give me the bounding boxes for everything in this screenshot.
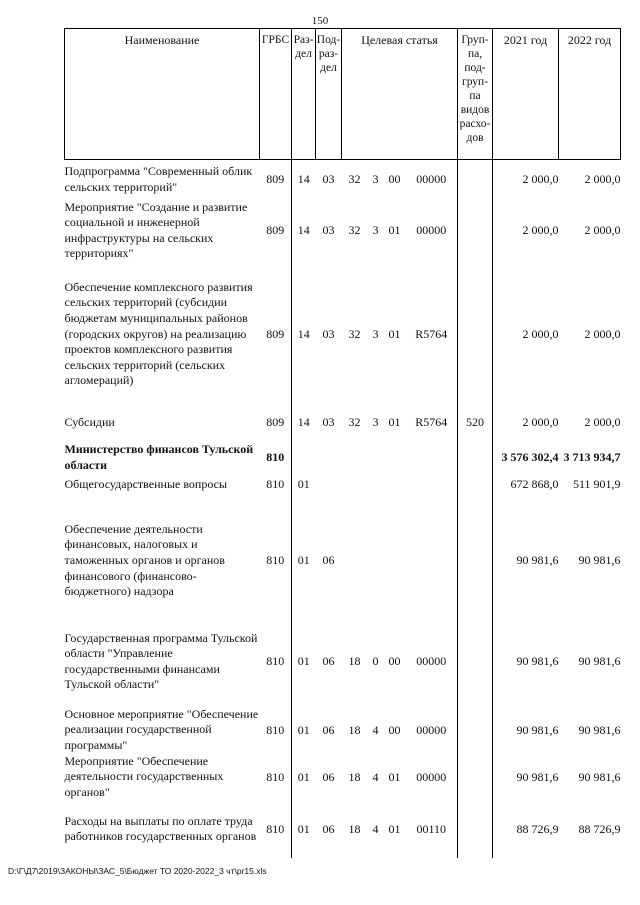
cell-v2021: 2 000,0 (493, 407, 559, 439)
cell-cs2 (368, 505, 384, 617)
cell-grbs: 810 (266, 769, 285, 784)
cell-name: Расходы на выплаты по оплате труда работников государственных органов (64, 813, 257, 844)
cell-v2021: 90 981,6 (493, 754, 559, 801)
cell-v2022: 3 713 934,7 (563, 450, 621, 465)
cell-grbs: 810 (266, 476, 285, 491)
cell-cs2: 3 (372, 326, 379, 341)
cell-rz: 14 (292, 262, 316, 407)
cell-cs4: 00000 (416, 654, 447, 669)
cell-grbs: 809 (266, 223, 285, 238)
cell-cs1 (342, 505, 368, 617)
table-row (65, 477, 621, 505)
cell-name: Общегосударственные вопросы (64, 476, 228, 491)
cell-v2021: 672 868,0 (493, 477, 559, 505)
header-razdel: Раз-дел (292, 29, 316, 160)
cell-v2021: 2 000,0 (493, 262, 559, 407)
cell-cs1: 32 (348, 326, 361, 341)
cell-vr (458, 160, 493, 200)
cell-cs1 (342, 439, 368, 477)
cell-name: Мероприятие "Обеспечение деятельности государственных органов" (64, 753, 224, 799)
cell-cs3: 01 (388, 821, 401, 836)
cell-cs4: 00000 (416, 769, 447, 784)
cell-v2022: 88 726,9 (578, 821, 621, 836)
cell-pr (316, 477, 342, 505)
table-row (65, 617, 621, 707)
cell-rz: 01 (292, 477, 316, 505)
table-row (65, 200, 621, 262)
cell-vr (458, 439, 493, 477)
cell-v2022: 90 981,6 (578, 722, 621, 737)
header-2021: 2021 год (493, 29, 559, 160)
cell-grbs: 809 (266, 415, 285, 430)
cell-rz: 01 (292, 707, 316, 754)
cell-vr (458, 617, 493, 707)
cell-cs4: 00110 (416, 821, 447, 836)
header-group: Груп-па, под-груп-па видов расхо-дов (458, 29, 493, 160)
table-row (65, 754, 621, 801)
cell-grbs: 809 (266, 326, 285, 341)
cell-pr (316, 439, 342, 477)
cell-cs4 (406, 439, 458, 477)
cell-pr: 06 (322, 654, 335, 669)
cell-cs4 (406, 505, 458, 617)
cell-cs3 (384, 505, 406, 617)
cell-cs2 (368, 439, 384, 477)
header-target: Целевая статья (342, 29, 458, 160)
cell-cs1: 18 (348, 821, 361, 836)
file-path-footer: D:\Г\Д7\2019\ЗАКОНЫ\ЗАС_5\Бюджет ТО 2020-2022_3 чт\pr15.xls (8, 866, 267, 876)
cell-pr: 06 (322, 553, 335, 568)
cell-cs2: 3 (372, 172, 379, 187)
cell-vr (458, 505, 493, 617)
cell-v2021: 3 576 302,4 (493, 439, 559, 477)
cell-pr: 06 (322, 821, 335, 836)
cell-cs3: 00 (388, 654, 401, 669)
cell-cs1 (342, 477, 368, 505)
table-row (65, 262, 621, 407)
cell-v2022: 90 981,6 (578, 654, 621, 669)
cell-cs3: 01 (388, 769, 401, 784)
cell-grbs: 810 (266, 722, 285, 737)
table-row (65, 800, 621, 858)
cell-cs4 (406, 477, 458, 505)
cell-name: Обеспечение комплексного развития сельских территорий (субсидии бюджетам муниципальных районов (городских округов) на реализацию проектов комплексного развития сельских территорий (сельских агломераций) (64, 279, 253, 388)
cell-pr: 03 (322, 223, 335, 238)
cell-rz: 14 (292, 407, 316, 439)
cell-cs4: 00000 (416, 223, 447, 238)
cell-vr (458, 200, 493, 262)
cell-rz: 01 (292, 617, 316, 707)
cell-v2021: 2 000,0 (493, 160, 559, 200)
cell-grbs: 810 (266, 654, 285, 669)
cell-name: Мероприятие "Создание и развитие социальной и инженерной инфраструктуры на сельских территориях" (64, 199, 248, 261)
cell-cs3: 00 (388, 172, 401, 187)
cell-cs1: 32 (348, 223, 361, 238)
cell-cs4: R5764 (415, 326, 448, 341)
cell-pr: 06 (322, 769, 335, 784)
cell-vr (458, 477, 493, 505)
cell-vr (458, 707, 493, 754)
cell-rz: 01 (292, 754, 316, 801)
cell-pr: 03 (322, 326, 335, 341)
cell-cs2: 3 (372, 415, 379, 430)
cell-cs2: 4 (372, 722, 379, 737)
cell-cs2: 3 (372, 223, 379, 238)
cell-grbs: 810 (266, 553, 285, 568)
cell-cs3: 01 (388, 326, 401, 341)
cell-cs4: 00000 (416, 722, 447, 737)
cell-cs4: 00000 (416, 172, 447, 187)
cell-v2022: 2 000,0 (584, 415, 621, 430)
header-podrazdel: Под-раз-дел (316, 29, 342, 160)
table-body (65, 160, 621, 859)
cell-cs1: 32 (348, 172, 361, 187)
cell-vr (458, 262, 493, 407)
table-row (65, 439, 621, 477)
cell-name: Государственная программа Тульской области "Управление государственными финансами Тульской области" (64, 630, 258, 692)
cell-cs1: 18 (348, 654, 361, 669)
cell-grbs: 809 (266, 172, 285, 187)
cell-v2021: 2 000,0 (493, 200, 559, 262)
cell-name: Основное мероприятие "Обеспечение реализации государственной программы" (64, 706, 259, 753)
cell-grbs: 810 (266, 821, 285, 836)
cell-cs3 (384, 439, 406, 477)
cell-v2022: 90 981,6 (578, 769, 621, 784)
cell-pr: 06 (322, 722, 335, 737)
budget-table (64, 28, 621, 858)
cell-v2021: 90 981,6 (493, 617, 559, 707)
cell-cs2: 4 (372, 821, 379, 836)
cell-name: Субсидии (64, 415, 115, 430)
cell-cs2: 0 (372, 654, 379, 669)
cell-v2022: 511 901,9 (572, 476, 621, 491)
header-2022: 2022 год (559, 29, 621, 160)
cell-v2022: 2 000,0 (584, 223, 621, 238)
page-number: 150 (311, 15, 329, 27)
cell-v2022: 90 981,6 (578, 553, 621, 568)
table-row (65, 407, 621, 439)
cell-vr (458, 800, 493, 858)
cell-pr: 03 (322, 415, 335, 430)
cell-pr: 03 (322, 172, 335, 187)
table-row (65, 707, 621, 754)
table-row (65, 160, 621, 200)
cell-vr: 520 (458, 407, 493, 439)
header-name: Наименование (65, 29, 260, 160)
cell-vr (458, 754, 493, 801)
cell-rz: 14 (292, 200, 316, 262)
cell-cs2: 4 (372, 769, 379, 784)
cell-v2021: 90 981,6 (493, 707, 559, 754)
cell-v2022: 2 000,0 (584, 172, 621, 187)
cell-cs3: 00 (388, 722, 401, 737)
cell-name: Обеспечение деятельности финансовых, налоговых и таможенных органов и органов финансового (финансово-бюджетного) надзора (64, 521, 225, 599)
cell-name: Министерство финансов Тульской области (64, 442, 254, 472)
cell-rz: 14 (292, 160, 316, 200)
cell-rz (292, 439, 316, 477)
cell-v2021: 88 726,9 (493, 800, 559, 858)
table-header (65, 29, 621, 160)
cell-rz: 01 (292, 505, 316, 617)
cell-cs1: 32 (348, 415, 361, 430)
cell-grbs: 810 (266, 450, 285, 465)
cell-v2022: 2 000,0 (584, 326, 621, 341)
cell-cs4: R5764 (415, 415, 448, 430)
cell-cs1: 18 (348, 722, 361, 737)
cell-name: Подпрограмма "Современный облик сельских территорий" (64, 164, 253, 194)
table-row (65, 505, 621, 617)
cell-cs2 (368, 477, 384, 505)
cell-v2021: 90 981,6 (493, 505, 559, 617)
cell-rz: 01 (292, 800, 316, 858)
cell-cs1: 18 (348, 769, 361, 784)
cell-cs3: 01 (388, 223, 401, 238)
header-grbs: ГРБС (260, 29, 292, 160)
cell-cs3: 01 (388, 415, 401, 430)
cell-cs3 (384, 477, 406, 505)
